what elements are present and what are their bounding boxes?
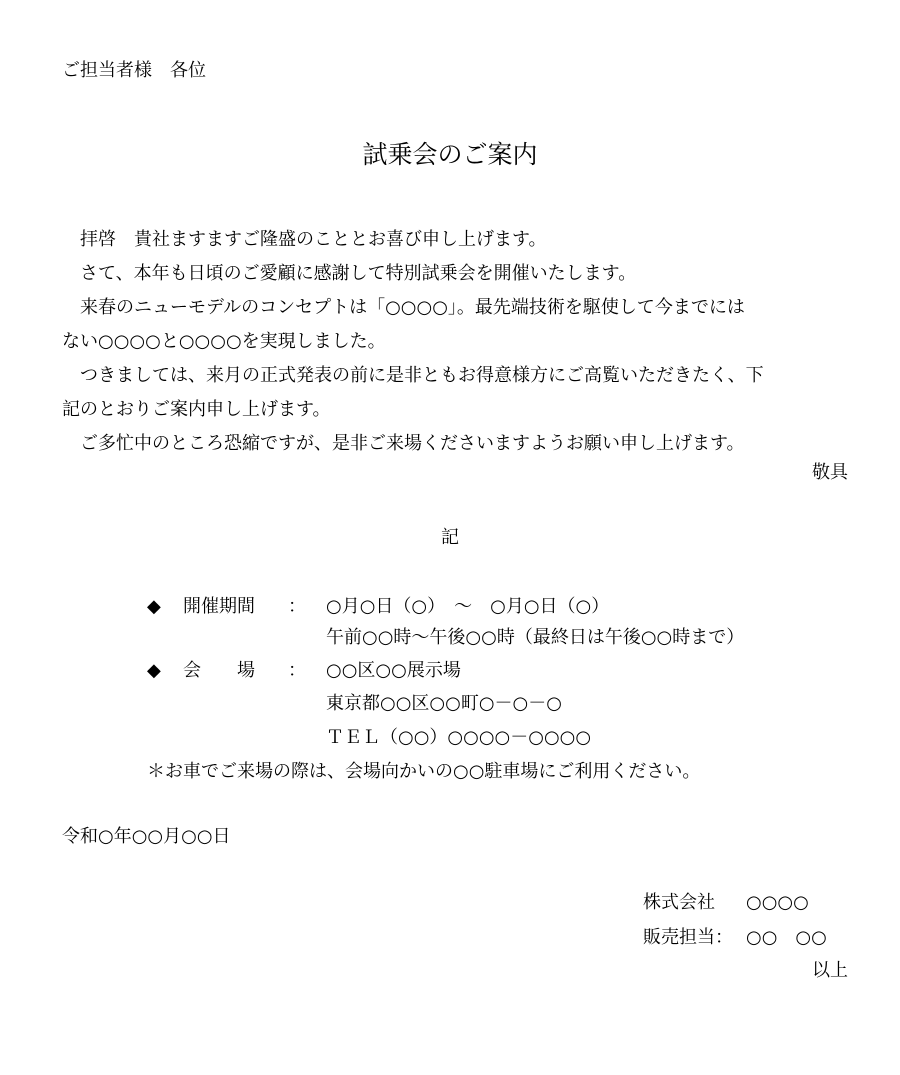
- dept-label: 販売担当：: [643, 927, 733, 948]
- venue-label: 会 場: [183, 660, 255, 681]
- period-dates: ○月○日（○） ～ ○月○日（○）: [326, 596, 610, 617]
- venue-address: 東京都○○区○○町○－○－○: [326, 693, 562, 714]
- venue-name: ○○区○○展示場: [326, 660, 461, 681]
- period-hours: 午前○○時～午後○○時（最終日は午後○○時まで）: [326, 627, 745, 648]
- ki-heading: 記: [441, 527, 459, 548]
- diamond-bullet-icon: ◆: [147, 596, 161, 617]
- person-name: ○○ ○○: [746, 927, 827, 948]
- body-line-3: 来春のニューモデルのコンセプトは「○○○○」。最先端技術を駆使して今までには: [62, 297, 745, 318]
- company-name: ○○○○: [746, 892, 809, 913]
- body-line-2: さて、本年も日頃のご愛顧に感謝して特別試乗会を開催いたします。: [62, 263, 637, 284]
- parking-note: ＊お車でご来場の際は、会場向かいの○○駐車場にご利用ください。: [147, 761, 701, 782]
- body-line-6: 記のとおりご案内申し上げます。: [62, 399, 331, 420]
- venue-colon: ：: [288, 660, 306, 681]
- addressee: ご担当者様 各位: [62, 60, 206, 81]
- body-line-7: ご多忙中のところ恐縮ですが、是非ご来場くださいますようお願い申し上げます。: [62, 433, 745, 454]
- document-title: 試乗会のご案内: [362, 140, 538, 169]
- body-line-5: つきましては、来月の正式発表の前に是非ともお得意様方にご高覧いただきたく、下: [62, 365, 764, 386]
- company-label: 株式会社: [643, 892, 715, 913]
- body-line-4: ない○○○○と○○○○を実現しました。: [62, 331, 386, 352]
- diamond-bullet-icon: ◆: [147, 660, 161, 681]
- period-label: 開催期間: [183, 596, 255, 617]
- document-date: 令和○年○○月○○日: [62, 826, 231, 847]
- venue-phone: ＴＥＬ（○○）○○○○－○○○○: [326, 727, 592, 748]
- closing-ijou: 以上: [812, 960, 848, 981]
- closing-keigu: 敬具: [812, 462, 848, 483]
- body-line-1: 拝啓 貴社ますますご隆盛のこととお喜び申し上げます。: [62, 229, 547, 250]
- period-colon: ：: [288, 596, 306, 617]
